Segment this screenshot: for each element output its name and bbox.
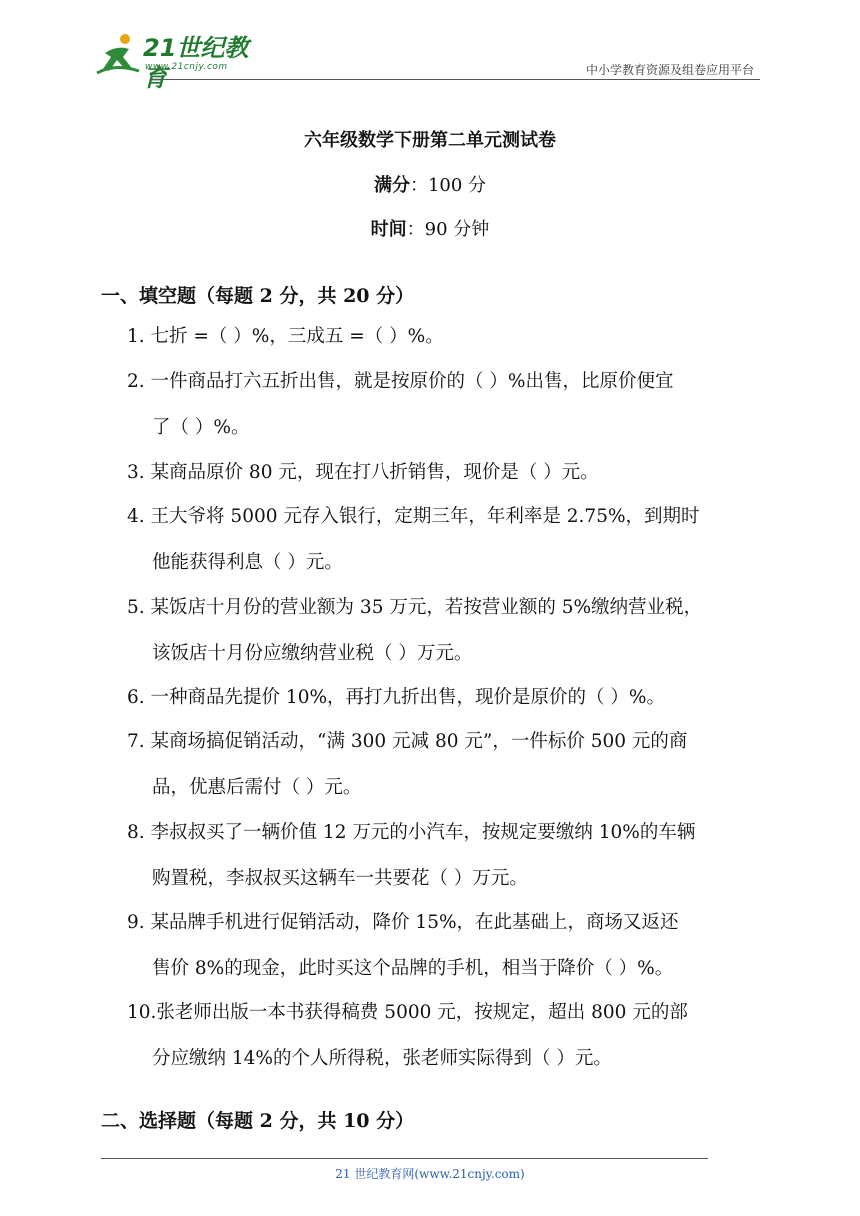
time-line [0, 215, 860, 241]
section-heading-fill-blank: 一、填空题（每题 2 分，共 20 分） [101, 285, 415, 307]
logo-url: www.21cnjy.com [145, 62, 228, 72]
question-text: 某饭店十月份的营业额为 35 万元，若按营业额的 5%缴纳营业税， [150, 597, 703, 618]
question-text: 一件商品打六五折出售，就是按原价的（ ）%出售，比原价便宜 [150, 371, 674, 392]
question-3 [127, 458, 599, 488]
question-text: 王大爷将 5000 元存入银行，定期三年，年利率是 2.75%，到期时 [150, 506, 700, 527]
question-number: 10. [127, 1002, 157, 1023]
question-2-continued: 了（ ）%。 [152, 417, 250, 438]
section-heading-multiple-choice: 二、选择题（每题 2 分，共 10 分） [101, 1110, 415, 1132]
question-2 [127, 367, 674, 397]
time-value: ：90 分钟 [406, 219, 490, 240]
question-9-continued: 售价 8%的现金，此时买这个品牌的手机，相当于降价（ ）%。 [152, 958, 674, 979]
question-6 [127, 683, 665, 713]
header-divider [150, 79, 760, 80]
question-7-continued: 品，优惠后需付（ ）元。 [152, 777, 362, 798]
question-number: 5. [127, 597, 145, 618]
page-header [0, 0, 860, 90]
logo [95, 33, 260, 92]
score-label: 满分 [373, 175, 410, 196]
question-text: 张老师出版一本书获得稿费 5000 元，按规定，超出 800 元的部 [156, 1002, 688, 1023]
question-5 [127, 593, 702, 623]
score-value: ：100 分 [409, 175, 487, 196]
question-4 [127, 502, 700, 532]
question-text: 七折 =（ ）%，三成五 =（ ）%。 [150, 326, 444, 347]
question-text: 一种商品先提价 10%，再打九折出售，现价是原价的（ ）%。 [150, 687, 666, 708]
question-5-continued: 该饭店十月份应缴纳营业税（ ）万元。 [152, 643, 473, 664]
question-number: 3. [127, 462, 145, 483]
question-number: 6. [127, 687, 145, 708]
score-line [0, 171, 860, 197]
question-10 [127, 998, 688, 1028]
footer-text[interactable]: 21 世纪教育网(www.21cnjy.com) [335, 1167, 525, 1181]
question-number: 4. [127, 506, 145, 527]
question-number: 7. [127, 731, 145, 752]
runner-logo-icon [95, 33, 143, 77]
question-text: 某品牌手机进行促销活动，降价 15%，在此基础上，商场又返还 [150, 912, 679, 933]
question-number: 8. [127, 822, 145, 843]
question-number: 2. [127, 371, 145, 392]
question-text: 某商场搞促销活动，“满 300 元减 80 元”，一件标价 500 元的商 [150, 731, 688, 752]
page-title: 六年级数学下册第二单元测试卷 [304, 130, 556, 151]
question-10-continued: 分应缴纳 14%的个人所得税，张老师实际得到（ ）元。 [152, 1048, 612, 1069]
question-9 [127, 908, 679, 938]
question-7 [127, 727, 687, 757]
question-text: 某商品原价 80 元，现在打八折销售，现价是（ ）元。 [150, 462, 599, 483]
question-text: 李叔叔买了一辆价值 12 万元的小汽车，按规定要缴纳 10%的车辆 [150, 822, 696, 843]
question-1 [127, 322, 444, 352]
question-number: 1. [127, 326, 145, 347]
logo-text: 21世纪教育 [143, 34, 249, 92]
platform-label: 中小学教育资源及组卷应用平台 [585, 63, 754, 77]
question-number: 9. [127, 912, 145, 933]
time-label: 时间 [370, 219, 407, 240]
question-4-continued: 他能获得利息（ ）元。 [152, 552, 343, 573]
question-8 [127, 818, 695, 848]
footer-divider [101, 1158, 708, 1159]
question-8-continued: 购置税，李叔叔买这辆车一共要花（ ）万元。 [152, 868, 528, 889]
